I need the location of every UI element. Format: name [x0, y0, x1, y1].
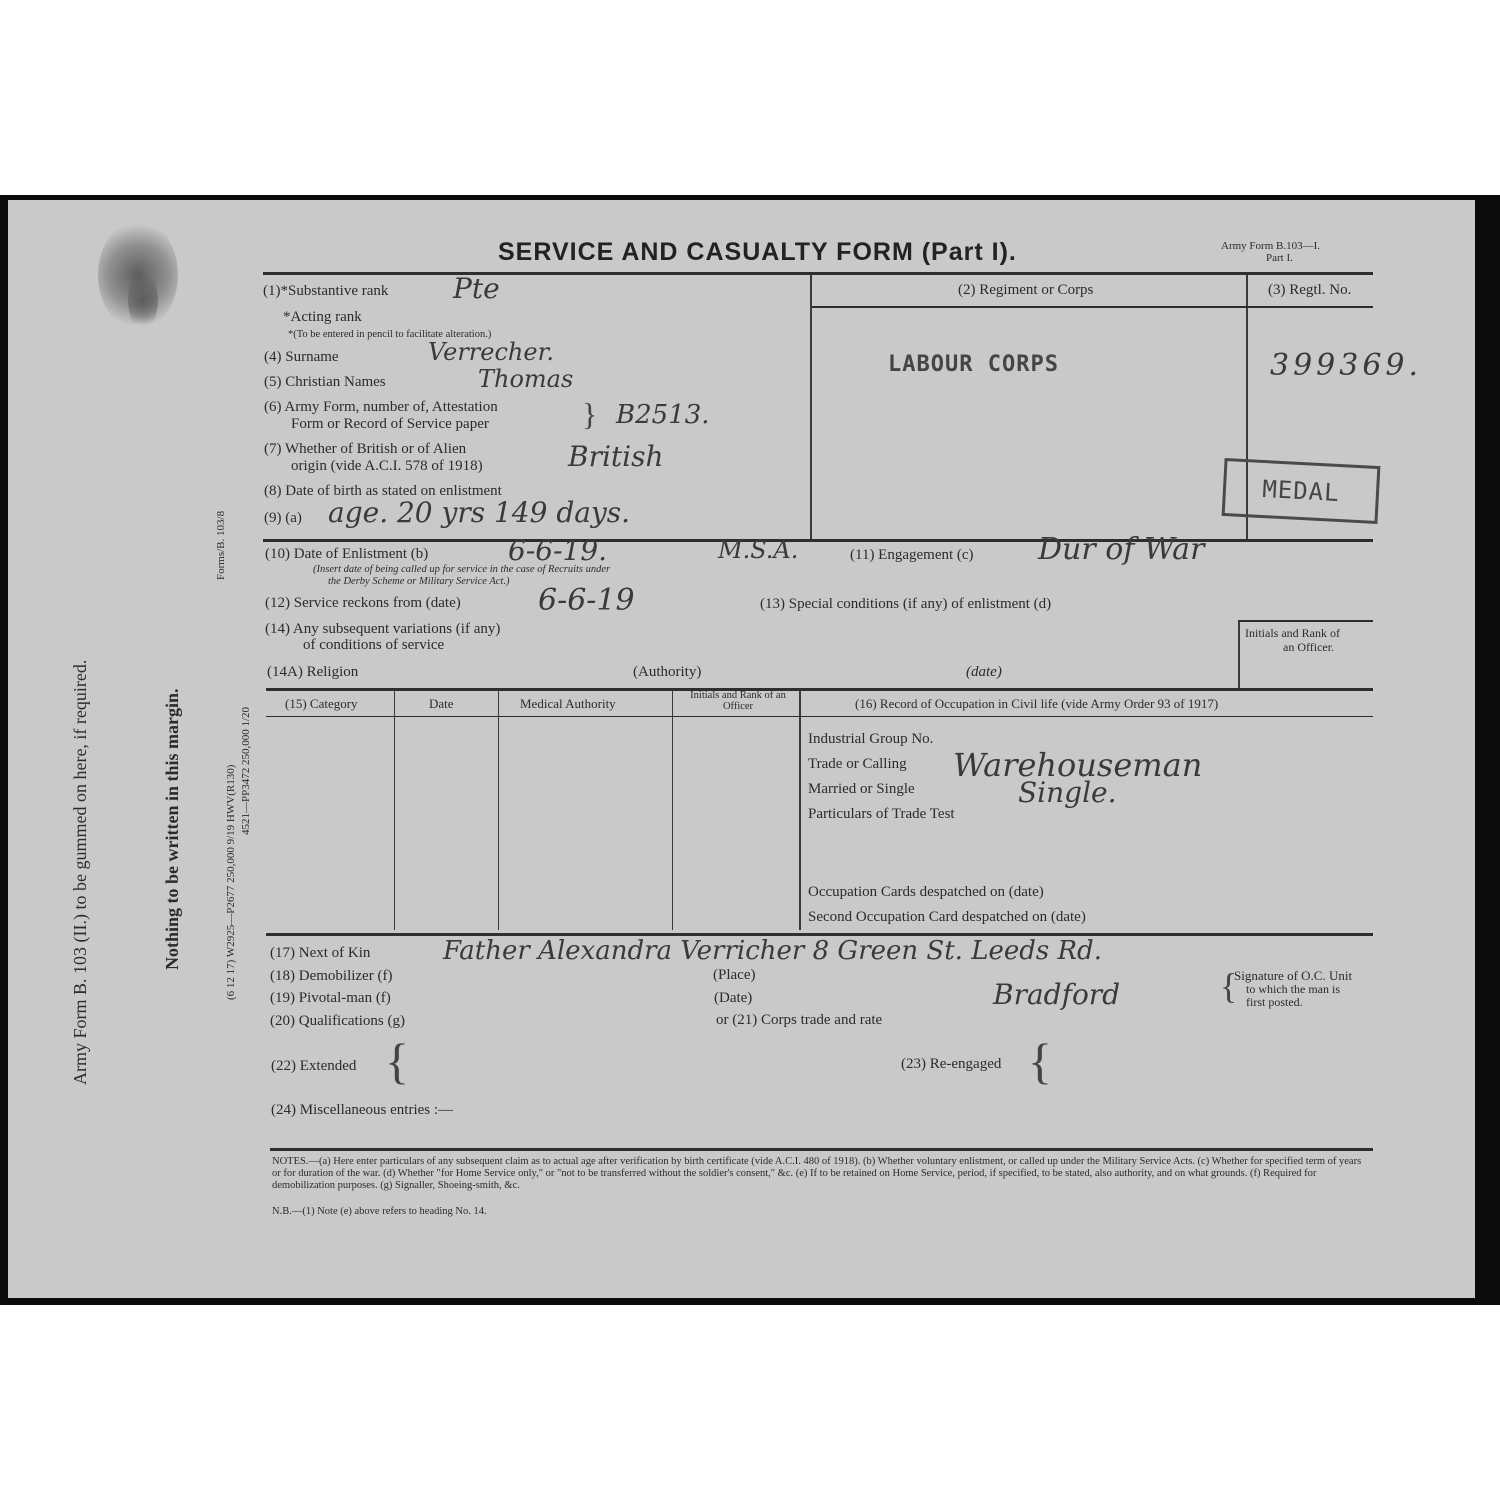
attestation-value: B2513. — [616, 400, 710, 430]
enlistment-note-1: (Insert date of being called up for service in the case of Recruits under — [313, 564, 611, 575]
attestation-brace: } — [582, 396, 598, 432]
enlistment-date-value: 6-6-19. — [508, 534, 608, 567]
header-underline — [812, 306, 1373, 308]
place-label: (Place) — [713, 967, 756, 983]
army-form-ref: Army Form B.103—I. — [1221, 240, 1320, 252]
religion-date-label: (date) — [966, 664, 1002, 680]
category-header: (15) Category — [285, 696, 358, 711]
origin-label-1: (7) Whether of British or of Alien — [264, 441, 467, 457]
print-codes-1: (6 12 17) W2925—P2677 250,000 9/19 HWV(R130) — [225, 764, 237, 1000]
variations-label-2: of conditions of service — [303, 637, 445, 653]
initials-box-top — [1238, 620, 1373, 622]
initials-box-left — [1238, 620, 1240, 690]
gum-note: Army Form B. 103 (II.) to be gummed on here, if required. — [70, 659, 90, 1085]
misc-entries-label: (24) Miscellaneous entries :— — [271, 1102, 454, 1118]
surname-value: Verrecher. — [428, 338, 555, 366]
table-header-rule — [266, 716, 1373, 717]
initials-rank-label-1: Initials and Rank of — [1245, 626, 1340, 640]
service-reckons-value: 6-6-19 — [538, 583, 635, 618]
surname-label: (4) Surname — [264, 349, 339, 365]
christian-names-value: Thomas — [478, 365, 574, 393]
initials-officer-header: Initials and Rank of an Officer — [690, 690, 786, 712]
table-col-2 — [498, 690, 499, 930]
qualifications-label: (20) Qualifications (g) — [270, 1013, 405, 1029]
origin-label-2: origin (vide A.C.I. 578 of 1918) — [291, 458, 483, 474]
second-card-label: Second Occupation Card despatched on (date) — [808, 909, 1086, 925]
service-casualty-form — [8, 200, 1475, 1298]
regtl-no-value: 399369. — [1270, 348, 1423, 383]
form-title: SERVICE AND CASUALTY FORM (Part I). — [498, 238, 1017, 266]
extended-brace: { — [385, 1033, 409, 1089]
next-of-kin-label: (17) Next of Kin — [270, 945, 371, 961]
initials-rank-label-2: an Officer. — [1283, 640, 1335, 654]
age-value: age. 20 yrs 149 days. — [328, 496, 631, 529]
engagement-value: Dur of War — [1038, 532, 1205, 567]
substantive-rank-value: Pte — [453, 272, 500, 305]
medical-authority-header: Medical Authority — [520, 696, 616, 711]
engagement-label: (11) Engagement (c) — [850, 547, 974, 563]
forms-code: Forms/B. 103/8 — [215, 510, 227, 580]
acting-rank-label: *Acting rank — [283, 309, 362, 325]
top-rule — [263, 272, 1373, 275]
table-col-3 — [672, 690, 673, 930]
notes-rule — [270, 1148, 1373, 1151]
pivotal-man-label: (19) Pivotal-man (f) — [270, 990, 391, 1006]
next-of-kin-value: Father Alexandra Verricher 8 Green St. Leeds Rd. — [443, 936, 1102, 966]
special-conditions-label: (13) Special conditions (if any) of enlistment (d) — [760, 596, 1052, 612]
demobilizer-label: (18) Demobilizer (f) — [270, 968, 393, 984]
pencil-note: *(To be entered in pencil to facilitate alteration.) — [288, 329, 492, 340]
date-of-birth-label: (8) Date of birth as stated on enlistment — [264, 483, 502, 499]
substantive-rank-label: (1)*Substantive rank — [263, 283, 389, 299]
re-engaged-label: (23) Re-engaged — [901, 1056, 1002, 1072]
occupation-cards-label: Occupation Cards despatched on (date) — [808, 884, 1044, 900]
mid-rule-1 — [263, 539, 1373, 542]
origin-value: British — [568, 440, 664, 473]
married-label: Married or Single — [808, 781, 915, 797]
trade-value: Warehouseman — [953, 746, 1203, 784]
regtl-no-header: (3) Regtl. No. — [1268, 282, 1352, 298]
regiment-value: LABOUR CORPS — [888, 352, 1059, 377]
variations-label-1: (14) Any subsequent variations (if any) — [265, 621, 501, 637]
extended-label: (22) Extended — [271, 1058, 357, 1074]
medal-stamp: MEDAL — [1222, 458, 1381, 524]
notes-text: NOTES.—(a) Here enter particulars of any subsequent claim as to actual age after verification by birth certificate (vide A.C.I. 480 of 1918). (b) Whether voluntary enlistment, or called up under the Military Service Acts. (c) Whether for specified term of years or for duration of the war. (d) Whether "for Home Service only," or "not to be transferred without the soldier's consent," &c. (e) If to be retained on Home Service, period, if specified, to be stated, also authority, and on what grounds. (f) Required for demobilization purposes. (g) Signaller, Shoeing-smith, &c. — [272, 1156, 1362, 1191]
christian-names-label: (5) Christian Names — [264, 374, 386, 390]
army-form-part: Part I. — [1266, 252, 1293, 264]
msa-value: M.S.A. — [718, 536, 799, 564]
corps-trade-label: or (21) Corps trade and rate — [716, 1012, 883, 1028]
re-engaged-brace: { — [1028, 1033, 1052, 1089]
signature-label-1: Signature of O.C. Unit — [1234, 968, 1353, 983]
table-top-rule — [266, 688, 1373, 691]
table-col-4 — [799, 690, 801, 930]
regiment-header: (2) Regiment or Corps — [958, 282, 1094, 298]
attestation-label-2: Form or Record of Service paper — [291, 416, 489, 432]
top-divider-1 — [810, 275, 812, 540]
age-label: (9) (a) — [264, 510, 302, 526]
attestation-label-1: (6) Army Form, number of, Attestation — [264, 399, 498, 415]
married-value: Single. — [1018, 776, 1117, 809]
industrial-group-label: Industrial Group No. — [808, 731, 934, 747]
enlistment-date-label: (10) Date of Enlistment (b) — [265, 546, 429, 562]
print-codes-2: 4521—PP3472 250,000 1/20 — [240, 706, 252, 835]
date-header: Date — [429, 696, 454, 711]
no-write-note: Nothing to be written in this margin. — [162, 688, 182, 970]
nb-note: N.B.—(1) Note (e) above refers to heading No. 14. — [272, 1206, 487, 1217]
lower-date-label: (Date) — [714, 990, 753, 1006]
occupation-header: (16) Record of Occupation in Civil life (vide Army Order 93 of 1917) — [855, 696, 1219, 711]
authority-label: (Authority) — [633, 664, 702, 680]
table-col-1 — [394, 690, 395, 930]
trade-label: Trade or Calling — [808, 756, 907, 772]
ink-blot-small — [128, 270, 158, 330]
signature-label-3: first posted. — [1246, 995, 1303, 1009]
signature-brace: { — [1220, 966, 1238, 1006]
trade-test-label: Particulars of Trade Test — [808, 806, 955, 822]
religion-label: (14A) Religion — [267, 664, 359, 680]
next-of-kin-city: Bradford — [993, 978, 1121, 1011]
enlistment-note-2: the Derby Scheme or Military Service Act.) — [328, 576, 510, 587]
service-reckons-label: (12) Service reckons from (date) — [265, 595, 461, 611]
signature-label-2: to which the man is — [1246, 982, 1340, 996]
